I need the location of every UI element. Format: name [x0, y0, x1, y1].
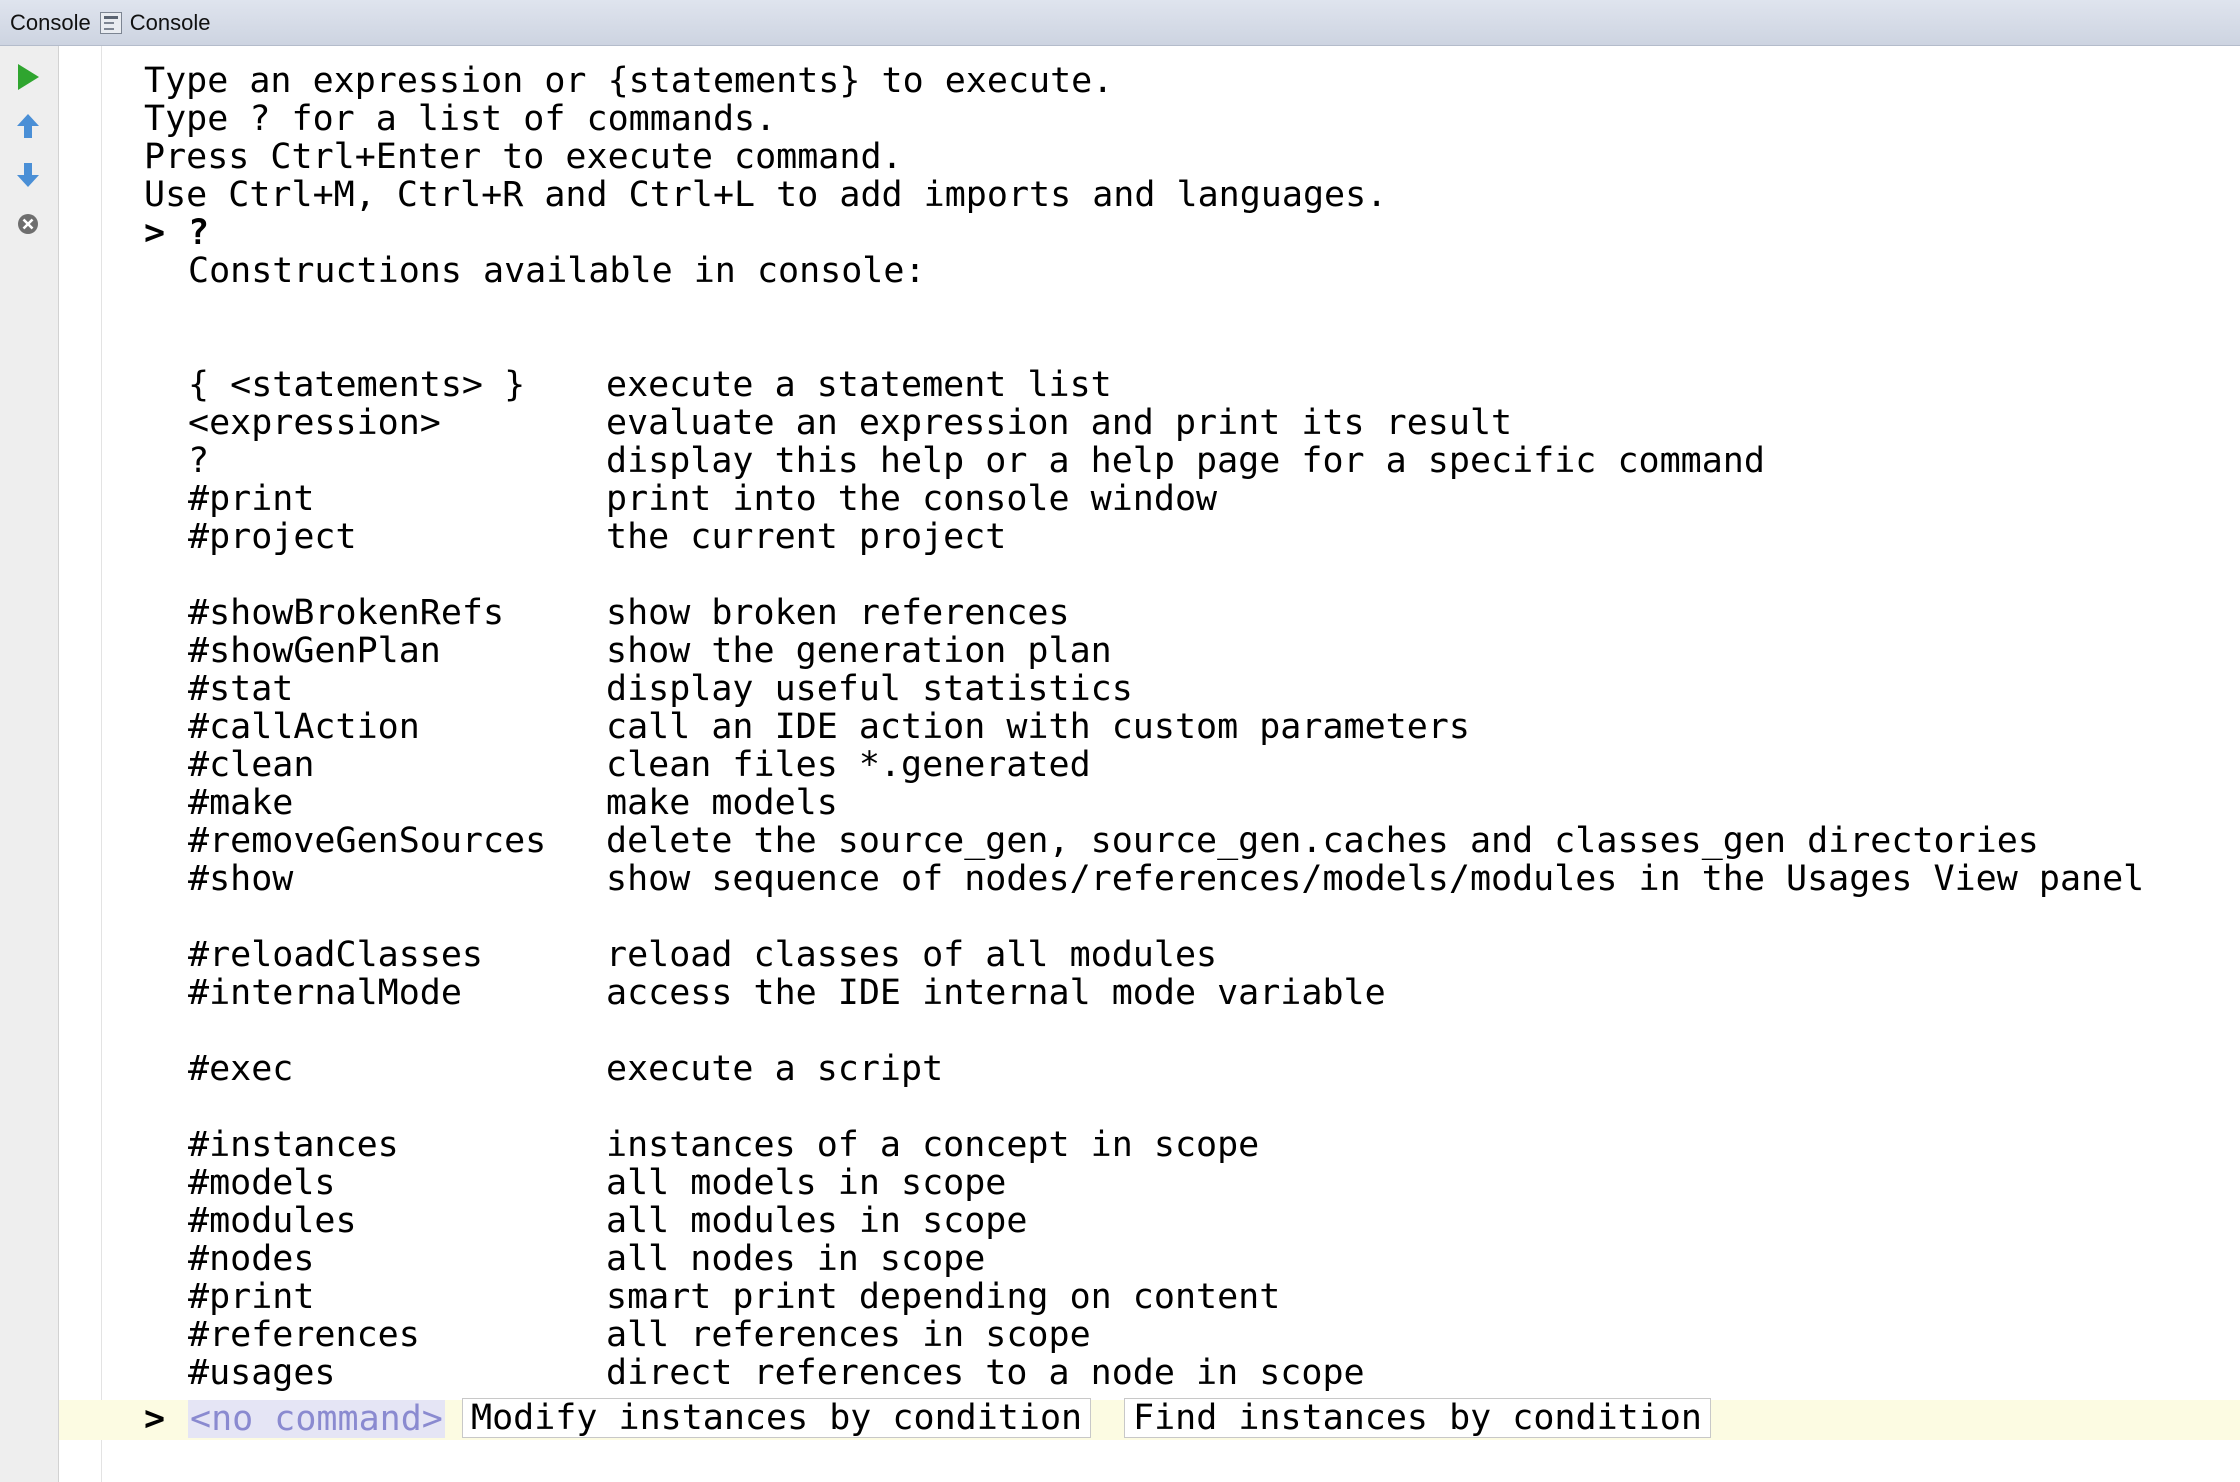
intro-line: Use Ctrl+M, Ctrl+R and Ctrl+L to add imports and languages. [144, 175, 1388, 215]
command-name: #print [188, 1277, 315, 1317]
command-description: display useful statistics [606, 669, 1133, 709]
command-name: { <statements> } [188, 365, 526, 405]
command-description: show the generation plan [606, 631, 1112, 671]
command-name: ? [188, 441, 210, 481]
help-prompt-command: ? [188, 213, 210, 253]
command-name: #usages [188, 1353, 336, 1393]
command-description: show broken references [606, 593, 1070, 633]
command-name: #stat [188, 669, 294, 709]
console-window-icon [100, 12, 122, 34]
history-up-button[interactable] [9, 107, 47, 145]
command-name: #clean [188, 745, 315, 785]
run-button[interactable] [9, 58, 47, 96]
input-prompt: > [144, 1399, 166, 1439]
command-description: display this help or a help page for a specific command [606, 441, 1765, 481]
command-name: #references [188, 1315, 420, 1355]
command-name: #instances [188, 1125, 399, 1165]
tab-bar [0, 0, 2240, 46]
command-description: access the IDE internal mode variable [606, 973, 1386, 1013]
command-description: reload classes of all modules [606, 935, 1218, 975]
command-description: delete the source_gen, source_gen.caches and classes_gen directories [606, 821, 2039, 861]
command-input[interactable]: <no command> [190, 1399, 443, 1439]
command-name: #exec [188, 1049, 294, 1089]
history-down-icon [16, 161, 40, 189]
command-name: #showBrokenRefs [188, 593, 505, 633]
command-name: #internalMode [188, 973, 462, 1013]
clear-icon [17, 213, 39, 235]
command-description: execute a script [606, 1049, 944, 1089]
command-name: #removeGenSources [188, 821, 547, 861]
command-description: print into the console window [606, 479, 1218, 519]
find-instances-button[interactable]: Find instances by condition [1124, 1398, 1711, 1438]
command-description: show sequence of nodes/references/models/modules in the Usages View panel [606, 859, 2145, 899]
command-name: #callAction [188, 707, 420, 747]
command-name: #print [188, 479, 315, 519]
intro-line: Type ? for a list of commands. [144, 99, 777, 139]
clear-button[interactable] [9, 205, 47, 243]
history-down-button[interactable] [9, 156, 47, 194]
command-name: #reloadClasses [188, 935, 484, 975]
command-description: call an IDE action with custom parameters [606, 707, 1470, 747]
command-description: all nodes in scope [606, 1239, 986, 1279]
run-icon [15, 62, 41, 92]
command-name: #project [188, 517, 357, 557]
command-description: smart print depending on content [606, 1277, 1281, 1317]
command-description: the current project [606, 517, 1007, 557]
tab-console[interactable]: Console [129, 9, 211, 35]
modify-instances-button[interactable]: Modify instances by condition [462, 1398, 1091, 1438]
command-name: #modules [188, 1201, 357, 1241]
command-description: make models [606, 783, 838, 823]
command-name: #models [188, 1163, 336, 1203]
command-description: instances of a concept in scope [606, 1125, 1260, 1165]
command-name: #show [188, 859, 294, 899]
intro-line: Press Ctrl+Enter to execute command. [144, 137, 903, 177]
editor-gutter [59, 46, 102, 1482]
command-description: execute a statement list [606, 365, 1112, 405]
history-up-icon [16, 112, 40, 140]
command-description: evaluate an expression and print its result [606, 403, 1513, 443]
tab-console-label[interactable]: Console [10, 9, 91, 35]
console-toolbar [0, 46, 59, 1482]
command-name: #make [188, 783, 294, 823]
help-heading: Constructions available in console: [188, 251, 926, 291]
help-prompt-marker: > [144, 213, 166, 253]
command-description: clean files *.generated [606, 745, 1091, 785]
command-description: all models in scope [606, 1163, 1007, 1203]
intro-line: Type an expression or {statements} to execute. [144, 61, 1114, 101]
console-output[interactable] [102, 46, 2240, 1482]
command-description: all modules in scope [606, 1201, 1028, 1241]
command-name: #nodes [188, 1239, 315, 1279]
command-name: #showGenPlan [188, 631, 441, 671]
command-description: direct references to a node in scope [606, 1353, 1365, 1393]
command-name: <expression> [188, 403, 441, 443]
command-description: all references in scope [606, 1315, 1091, 1355]
